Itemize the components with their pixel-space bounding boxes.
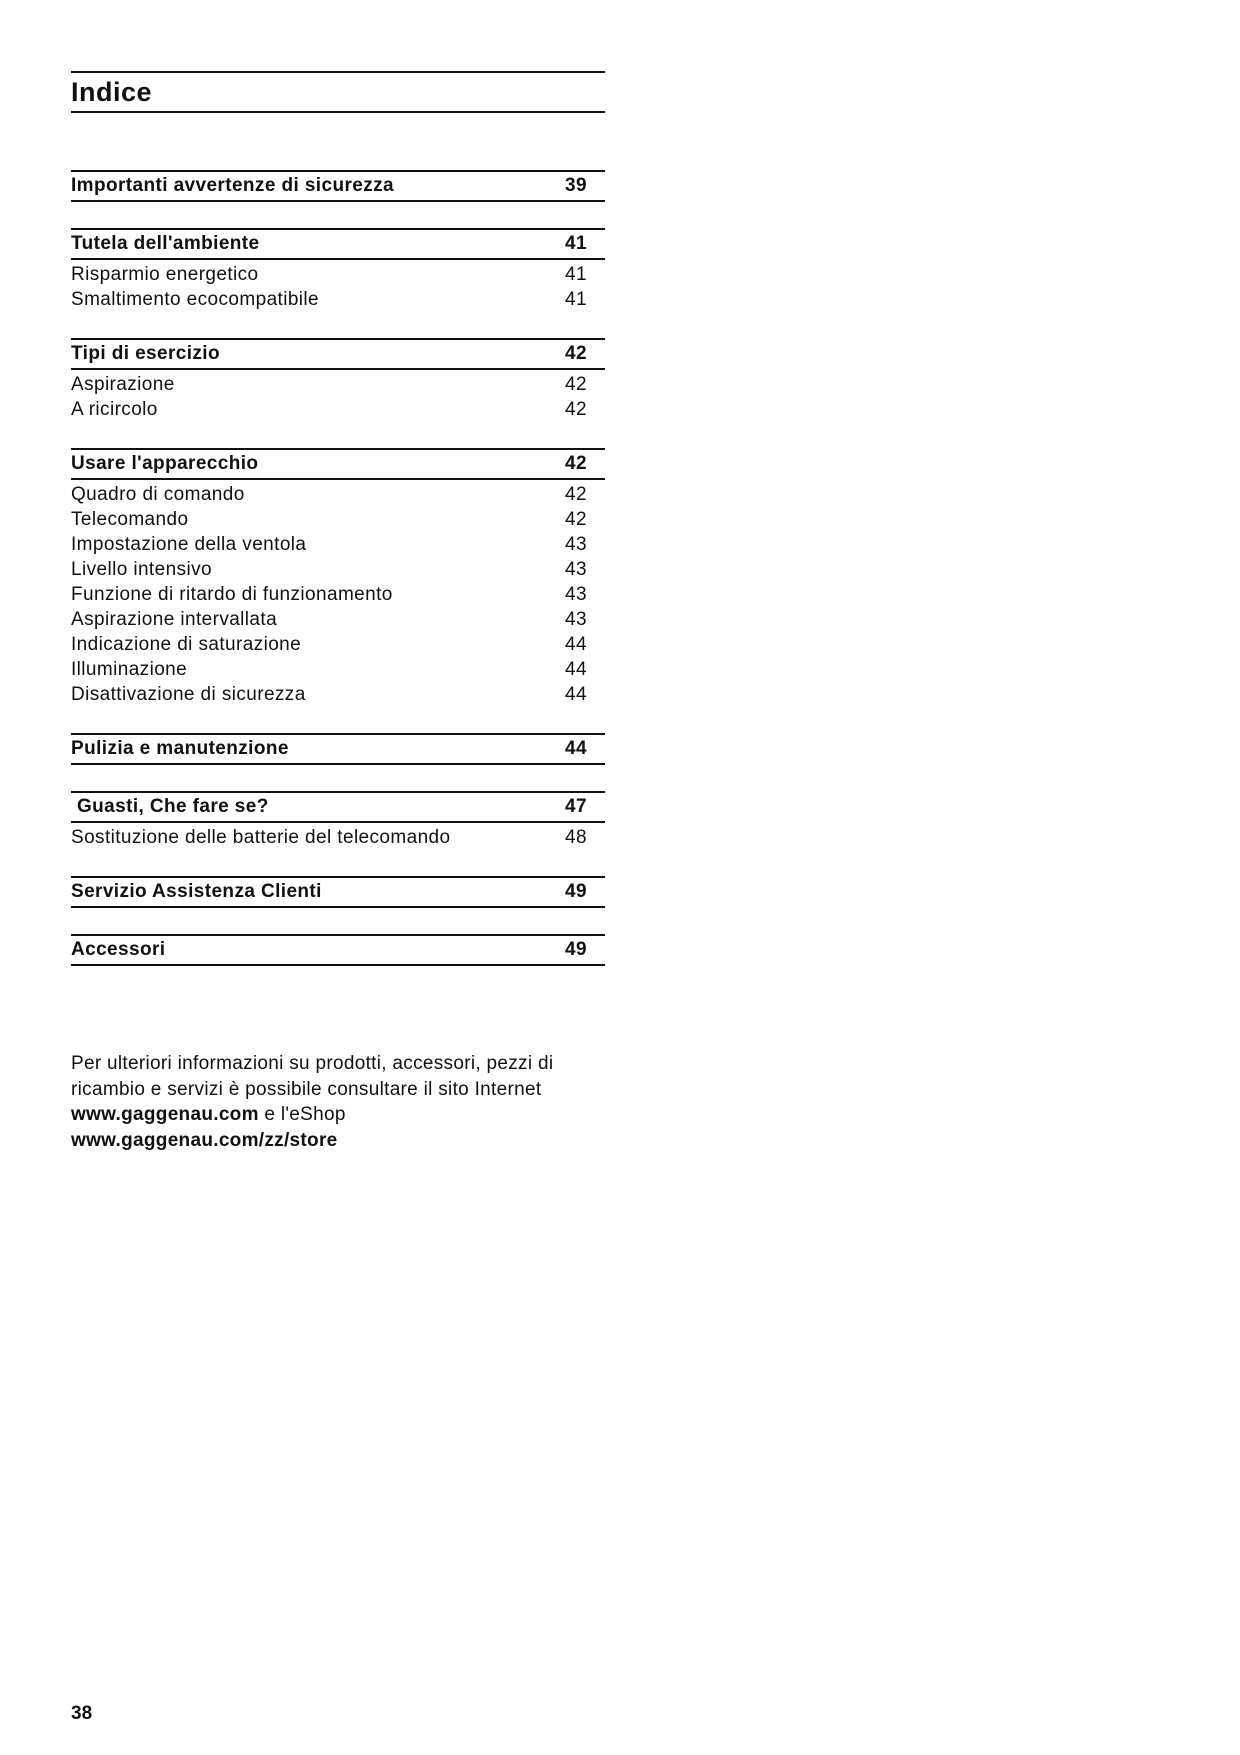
page-number: 38 — [71, 1703, 93, 1724]
toc-section-heading[interactable] — [71, 934, 605, 966]
toc-section-page: 42 — [565, 453, 587, 474]
toc-entry-label: Sostituzione delle batterie del telecomando — [71, 826, 451, 848]
toc-entry[interactable] — [71, 825, 605, 850]
toc-section-page: 39 — [565, 175, 587, 196]
toc-sub-list — [71, 370, 605, 422]
toc-entry[interactable] — [71, 507, 605, 532]
document — [71, 71, 605, 992]
toc-entry[interactable] — [71, 657, 605, 682]
toc-entry[interactable] — [71, 532, 605, 557]
toc-section — [71, 733, 605, 765]
page-title: Indice — [71, 76, 153, 107]
toc-section — [71, 338, 605, 422]
table-of-contents — [71, 170, 605, 966]
toc-entry[interactable] — [71, 557, 605, 582]
toc-entry-label: Funzione di ritardo di funzionamento — [71, 583, 393, 605]
toc-section — [71, 448, 605, 707]
toc-entry[interactable] — [71, 582, 605, 607]
toc-entry-label: Quadro di comando — [71, 483, 245, 505]
info-paragraph — [71, 1051, 611, 1153]
toc-entry-page: 44 — [565, 633, 587, 655]
title-block — [71, 71, 605, 113]
toc-entry-page: 41 — [565, 263, 587, 285]
website-link[interactable]: www.gaggenau.com — [71, 1104, 259, 1125]
toc-section-title: Accessori — [71, 939, 166, 960]
toc-entry[interactable] — [71, 372, 605, 397]
toc-entry-page: 43 — [565, 608, 587, 630]
toc-section-heading[interactable] — [71, 338, 605, 370]
toc-entry-label: Disattivazione di sicurezza — [71, 683, 306, 705]
toc-section-page: 44 — [565, 738, 587, 759]
toc-entry[interactable] — [71, 482, 605, 507]
toc-entry-label: Aspirazione intervallata — [71, 608, 278, 630]
toc-entry-page: 43 — [565, 558, 587, 580]
toc-section-page: 49 — [565, 881, 587, 902]
toc-entry[interactable] — [71, 607, 605, 632]
toc-section-heading[interactable] — [71, 448, 605, 480]
toc-section-title: Tipi di esercizio — [71, 343, 220, 364]
toc-entry-page: 42 — [565, 373, 587, 395]
toc-section-title: Importanti avvertenze di sicurezza — [71, 175, 394, 196]
toc-entry-page: 42 — [565, 398, 587, 420]
toc-section — [71, 876, 605, 908]
toc-section — [71, 228, 605, 312]
toc-entry-label: Indicazione di saturazione — [71, 633, 302, 655]
toc-entry-label: Risparmio energetico — [71, 263, 259, 285]
toc-section-heading[interactable] — [71, 170, 605, 202]
toc-section-page: 47 — [565, 796, 587, 817]
toc-entry-page: 48 — [565, 826, 587, 848]
toc-entry-page: 44 — [565, 658, 587, 680]
toc-section-title: Servizio Assistenza Clienti — [71, 881, 322, 902]
toc-entry-label: Telecomando — [71, 508, 189, 530]
toc-entry[interactable] — [71, 397, 605, 422]
toc-section-heading[interactable] — [71, 876, 605, 908]
toc-entry[interactable] — [71, 287, 605, 312]
toc-section — [71, 170, 605, 202]
toc-entry-label: Illuminazione — [71, 658, 188, 680]
info-text: Per ulteriori informazioni su prodotti, accessori, pezzi di ricambio e servizi è possibile consultare il sito Internet — [71, 1053, 554, 1100]
info-text-eshop: e l'eShop — [264, 1104, 346, 1125]
toc-entry-page: 43 — [565, 533, 587, 555]
toc-entry-page: 42 — [565, 483, 587, 505]
toc-entry[interactable] — [71, 262, 605, 287]
toc-section-heading[interactable] — [71, 733, 605, 765]
toc-entry-label: Impostazione della ventola — [71, 533, 307, 555]
toc-entry[interactable] — [71, 682, 605, 707]
toc-section-title: Tutela dell'ambiente — [71, 233, 260, 254]
toc-entry-page: 44 — [565, 683, 587, 705]
toc-entry-page: 41 — [565, 288, 587, 310]
toc-section-title: Pulizia e manutenzione — [71, 738, 289, 759]
toc-sub-list — [71, 260, 605, 312]
toc-section-title: Guasti, Che fare se? — [77, 796, 269, 817]
toc-sub-list — [71, 823, 605, 850]
toc-sub-list — [71, 480, 605, 707]
toc-section-heading[interactable] — [71, 791, 605, 823]
toc-entry-label: Livello intensivo — [71, 558, 212, 580]
toc-section-page: 42 — [565, 343, 587, 364]
toc-entry-label: A ricircolo — [71, 398, 158, 420]
toc-entry-label: Aspirazione — [71, 373, 175, 395]
toc-section-page: 41 — [565, 233, 587, 254]
toc-section — [71, 791, 605, 850]
toc-entry-label: Smaltimento ecocompatibile — [71, 288, 320, 310]
toc-section-title: Usare l'apparecchio — [71, 453, 259, 474]
toc-section-page: 49 — [565, 939, 587, 960]
eshop-link[interactable]: www.gaggenau.com/zz/store — [71, 1129, 338, 1151]
toc-section-heading[interactable] — [71, 228, 605, 260]
toc-entry[interactable] — [71, 632, 605, 657]
toc-entry-page: 42 — [565, 508, 587, 530]
toc-section — [71, 934, 605, 966]
toc-entry-page: 43 — [565, 583, 587, 605]
